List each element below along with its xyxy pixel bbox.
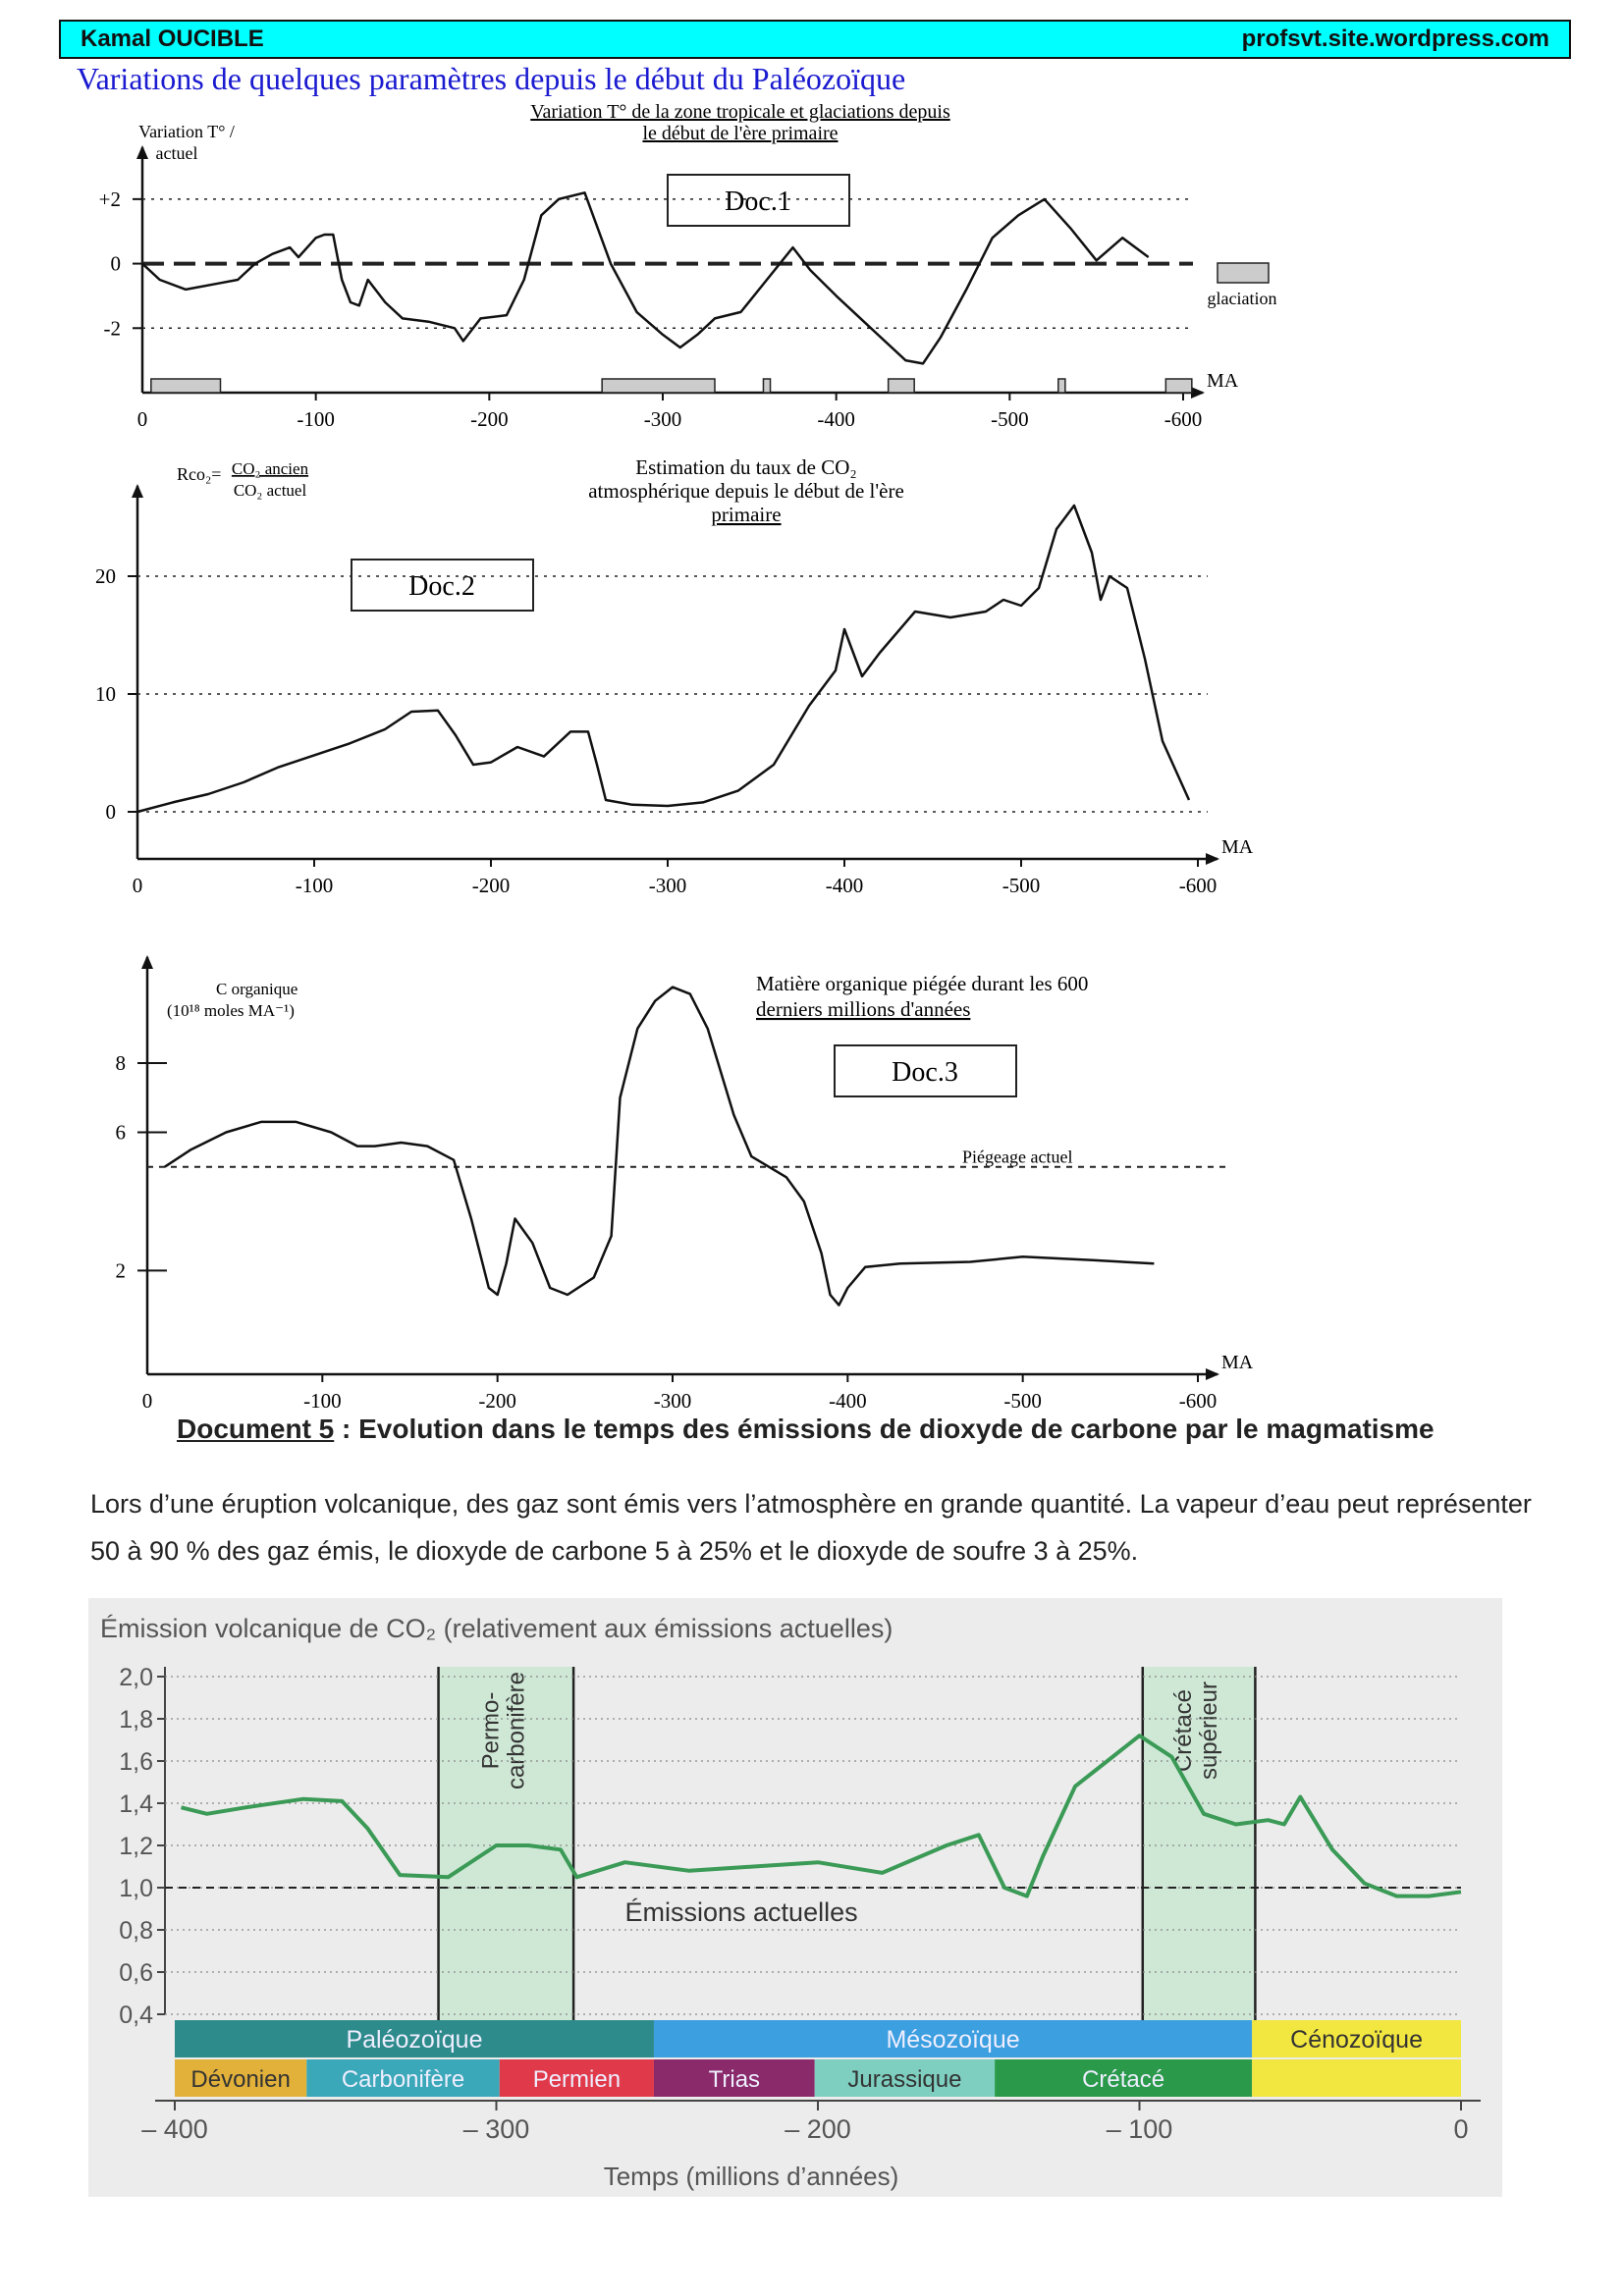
doc3-ylabel-line2: (10¹⁸ moles MA⁻¹) <box>167 1001 295 1020</box>
doc5-ytick-label: 1,0 <box>119 1875 153 1902</box>
doc2-xtick-label: -500 <box>1001 874 1041 897</box>
doc5-cenozoic-filler <box>1252 2059 1461 2097</box>
doc1-ytick-label: -2 <box>103 316 121 341</box>
doc5-xtick-label: – 400 <box>141 2114 208 2144</box>
doc2-ytick-label: 10 <box>95 682 116 706</box>
doc3-xtick-label: -100 <box>303 1389 342 1413</box>
doc3-y-arrow <box>141 955 153 969</box>
doc1-temperature-chart <box>88 98 1365 452</box>
doc5-volcanic-co2-chart <box>88 1598 1502 2197</box>
doc2-xtick-label: -600 <box>1178 874 1218 897</box>
glaciation-legend-label: glaciation <box>1207 289 1277 308</box>
doc5-ytick-label: 1,6 <box>119 1748 153 1776</box>
doc5-title <box>177 1414 1435 1445</box>
doc3-ytick-label: 6 <box>115 1120 126 1145</box>
doc2-ylabel-numerator: CO₂ ancien <box>231 459 309 478</box>
doc3-ytick-label: 8 <box>115 1051 126 1076</box>
doc2-ylabel-prefix: Rco₂= <box>177 464 222 484</box>
doc1-xtick-label: -300 <box>643 407 682 431</box>
doc1-ylabel-line2: actuel <box>155 143 198 163</box>
doc1-xlabel: MA <box>1207 370 1239 392</box>
doc1-xtick-label: -500 <box>991 407 1029 431</box>
doc1-ytick-label: 0 <box>110 251 121 276</box>
doc1-series-line <box>142 192 1149 363</box>
doc5-band-label-line1: Crétacé <box>1170 1688 1198 1773</box>
glaciation-bar <box>602 379 715 393</box>
doc2-ylabel-denominator: CO₂ actuel <box>233 481 307 500</box>
doc2-xtick-label: -400 <box>825 874 864 897</box>
doc5-chart-title: Émission volcanique de CO₂ (relativement aux émissions actuelles) <box>100 1614 893 1643</box>
doc2-ytick-label: 20 <box>95 564 116 588</box>
doc5-band-label-line1: Permo- <box>477 1691 505 1770</box>
doc5-band-label-line2: carbonifère <box>503 1671 530 1790</box>
doc5-ytick-label: 0,8 <box>119 1917 153 1945</box>
doc1-xtick-label: -400 <box>817 407 855 431</box>
page-header <box>59 20 1571 59</box>
doc2-co2-chart <box>79 447 1355 908</box>
doc5-ytick-label: 2,0 <box>119 1664 153 1691</box>
doc3-reference-label: Piégeage actuel <box>962 1147 1073 1167</box>
doc1-y-arrow <box>136 145 148 159</box>
doc3-xtick-label: -600 <box>1178 1389 1218 1413</box>
doc5-ytick-label: 0,6 <box>119 1959 153 1987</box>
doc3-xlabel: MA <box>1221 1352 1254 1373</box>
doc5-period-label: Dévonien <box>190 2066 291 2093</box>
doc3-ytick-label: 2 <box>115 1258 126 1283</box>
doc2-xtick-label: 0 <box>132 874 143 897</box>
doc3-xtick-label: -500 <box>1003 1389 1042 1413</box>
doc2-series-line <box>137 506 1189 812</box>
doc5-era-label: Paléozoïque <box>346 2026 483 2054</box>
page-title: Variations de quelques paramètres depuis le début du Paléozoïque <box>77 61 906 96</box>
doc5-xtick-label: 0 <box>1453 2114 1469 2144</box>
doc1-ytick-label: +2 <box>98 187 121 211</box>
doc5-title-rest: : Evolution dans le temps des émissions de dioxyde de carbone par le magmatisme <box>334 1414 1435 1444</box>
doc5-period-label: Jurassique <box>847 2066 962 2093</box>
doc5-period-label: Trias <box>708 2066 761 2093</box>
doc3-title-line1: Matière organique piégée durant les 600 <box>756 972 1089 995</box>
doc3-xtick-label: -300 <box>653 1389 692 1413</box>
doc5-period-label: Permien <box>532 2066 622 2093</box>
doc5-period-label: Carbonifère <box>341 2066 465 2093</box>
doc1-label: Doc.1 <box>725 187 791 217</box>
doc5-ytick-label: 0,4 <box>119 2002 153 2029</box>
doc3-series-line <box>165 988 1155 1306</box>
glaciation-bar <box>151 379 221 393</box>
doc5-ytick-label: 1,4 <box>119 1790 153 1818</box>
doc5-era-label: Mésozoïque <box>886 2026 1020 2054</box>
doc2-xtick-label: -100 <box>295 874 334 897</box>
doc3-label: Doc.3 <box>892 1057 958 1088</box>
doc1-title-line2: le début de l'ère primaire <box>642 123 839 144</box>
doc2-xlabel: MA <box>1221 836 1254 858</box>
doc2-xtick-label: -300 <box>648 874 687 897</box>
doc5-paragraph: Lors d’une éruption volcanique, des gaz sont émis vers l’atmosphère en grande quantité. La vapeur d’eau peut représenter 50 à 90 % des gaz émis, le dioxyde de carbone 5 à 25% et le dioxyde de soufre 3 à 25%. <box>90 1489 1532 1566</box>
doc5-xlabel: Temps (millions d’années) <box>603 2162 899 2191</box>
doc3-ylabel-line1: C organique <box>216 980 298 998</box>
doc1-x-arrow <box>1191 387 1205 399</box>
doc3-title-line2: derniers millions d'années <box>756 997 971 1021</box>
glaciation-bar <box>1058 379 1065 393</box>
author-name: Kamal OUCIBLE <box>81 26 264 52</box>
doc5-band-label-line2: supérieur <box>1196 1681 1223 1781</box>
glaciation-bar <box>763 379 770 393</box>
doc5-xtick-label: – 100 <box>1106 2114 1173 2144</box>
doc5-period-label: Crétacé <box>1082 2066 1165 2093</box>
doc3-xtick-label: 0 <box>141 1389 153 1413</box>
doc5-xtick-label: – 200 <box>785 2114 851 2144</box>
doc5-ytick-label: 1,2 <box>119 1833 153 1860</box>
doc2-ytick-label: 0 <box>105 800 116 824</box>
doc3-xtick-label: -200 <box>478 1389 516 1413</box>
doc2-label: Doc.2 <box>408 571 475 602</box>
doc1-title-line1: Variation T° de la zone tropicale et glaciations depuis <box>530 101 950 123</box>
doc5-era-label: Cénozoïque <box>1290 2026 1423 2054</box>
doc3-x-arrow <box>1206 1368 1219 1380</box>
doc5-xtick-label: – 300 <box>462 2114 530 2144</box>
doc1-xtick-label: -200 <box>470 407 509 431</box>
doc1-xtick-label: 0 <box>136 407 148 431</box>
doc2-title-line1: Estimation du taux de CO₂ <box>635 455 857 479</box>
doc2-y-arrow <box>132 484 143 498</box>
glaciation-legend-swatch <box>1218 263 1269 283</box>
site-url[interactable]: profsvt.site.wordpress.com <box>1241 26 1549 52</box>
doc2-title-line2: atmosphérique depuis le début de l'ère <box>588 479 904 503</box>
doc3-organic-carbon-chart <box>79 918 1355 1414</box>
doc5-reference-label: Émissions actuelles <box>624 1897 858 1927</box>
doc1-ylabel-line1: Variation T° / <box>138 122 235 141</box>
doc2-title-line3: primaire <box>711 503 782 526</box>
doc1-xtick-label: -100 <box>297 407 335 431</box>
doc2-x-arrow <box>1206 853 1219 865</box>
glaciation-bar <box>1165 379 1192 393</box>
doc2-xtick-label: -200 <box>471 874 511 897</box>
doc5-title-label: Document 5 <box>177 1414 335 1444</box>
doc3-xtick-label: -400 <box>829 1389 867 1413</box>
glaciation-bar <box>889 379 915 393</box>
doc5-ytick-label: 1,8 <box>119 1706 153 1734</box>
doc1-xtick-label: -600 <box>1164 407 1203 431</box>
